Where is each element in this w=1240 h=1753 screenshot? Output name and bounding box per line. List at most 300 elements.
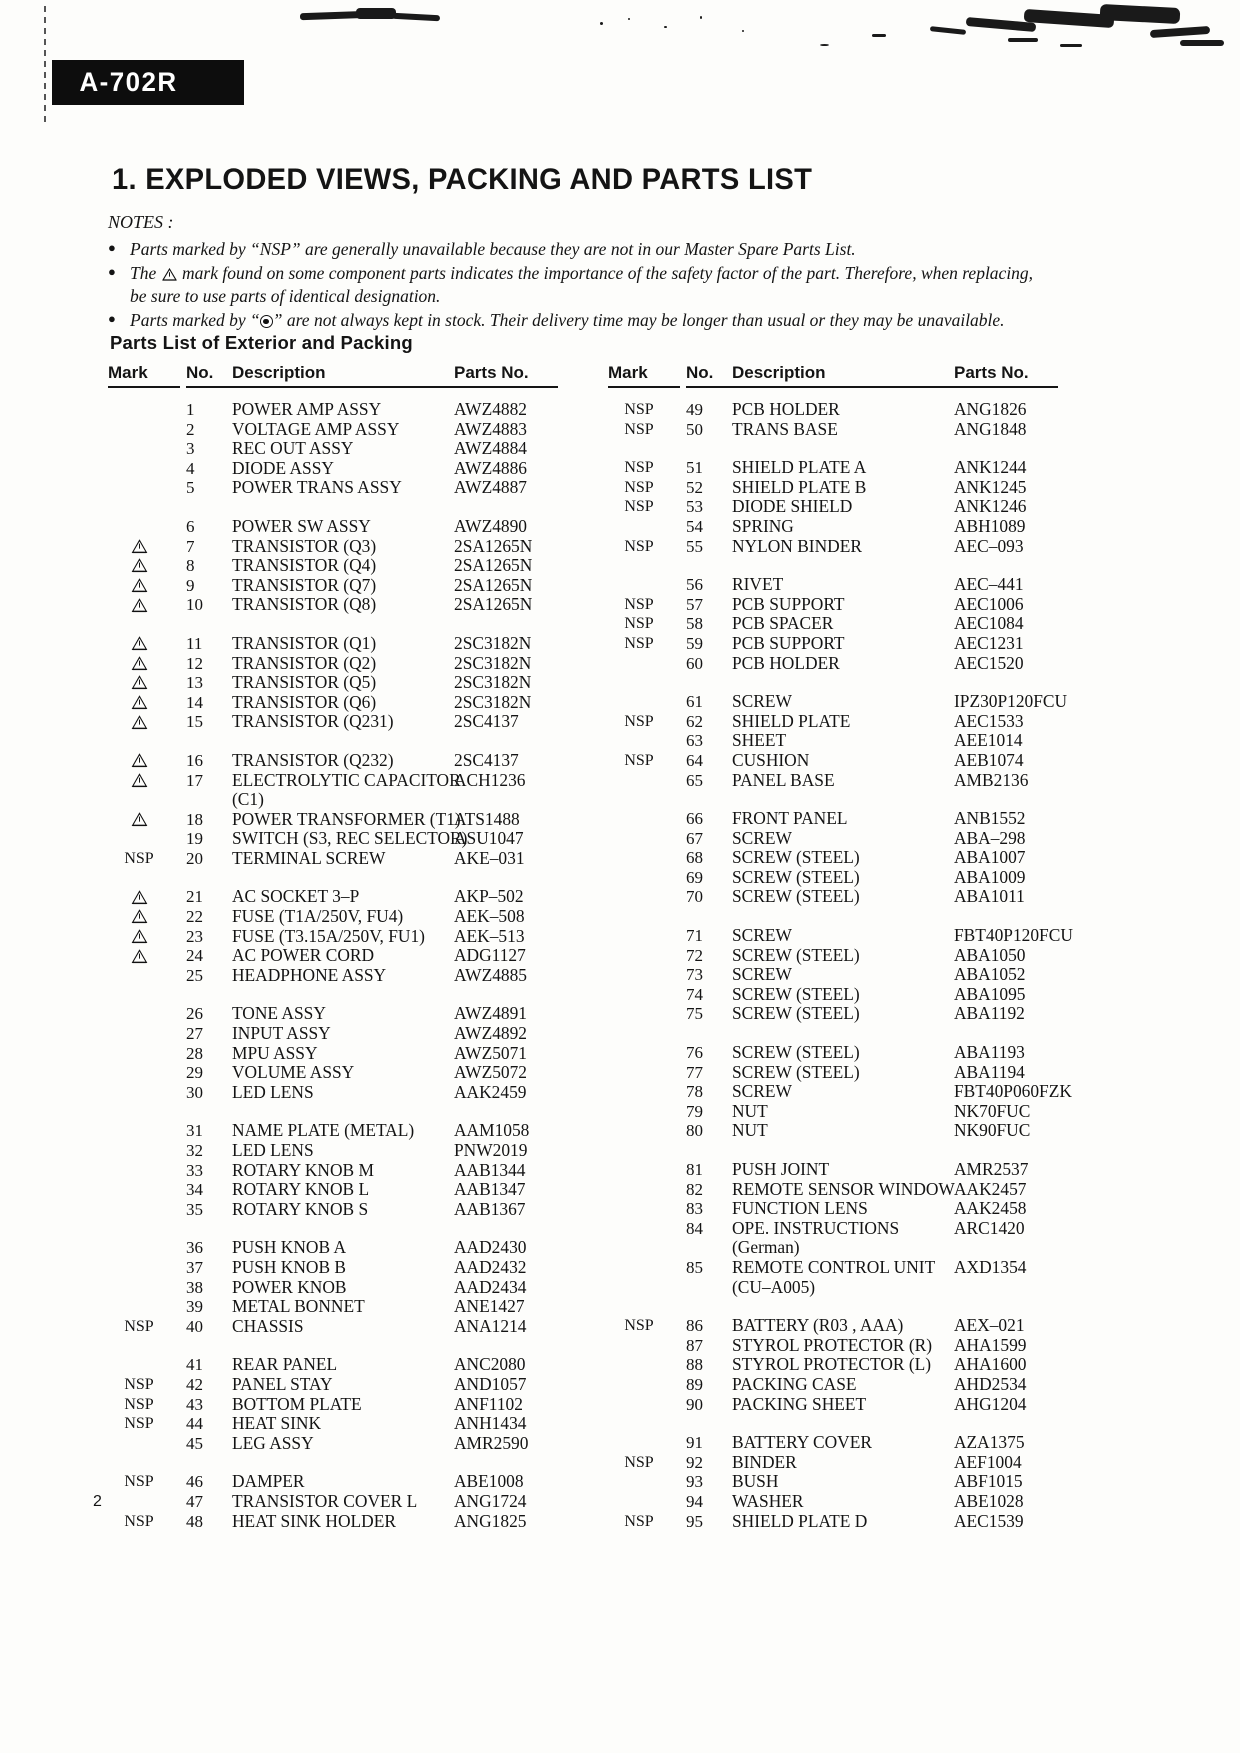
table-body	[608, 399, 1073, 1531]
cell-description: (CU–A005)	[732, 1276, 816, 1297]
table-row	[608, 1199, 1058, 1219]
warning-triangle-icon	[108, 712, 180, 732]
table-row	[108, 1375, 558, 1395]
table-row	[608, 1395, 1058, 1415]
cell-parts-no: ANE1427	[454, 1296, 525, 1317]
mark-empty	[608, 829, 680, 849]
cell-parts-no: AEK–508	[454, 906, 525, 927]
column-header-parts-no: Parts No.	[454, 363, 529, 382]
cell-parts-no: AXD1354	[954, 1256, 1027, 1277]
group-separator	[108, 615, 558, 634]
cell-parts-no: ANB1552	[954, 808, 1026, 829]
table-row	[108, 751, 558, 771]
cell-no: 42	[186, 1374, 203, 1394]
cell-no: 79	[686, 1101, 703, 1121]
note-item	[108, 309, 1048, 332]
mark-nsp-label: NSP	[624, 615, 654, 633]
cell-no: 88	[686, 1355, 703, 1375]
cell-parts-no: AEC1520	[954, 652, 1024, 673]
cell-parts-no: AWZ4883	[454, 418, 527, 439]
cell-parts-no: AAM1058	[454, 1120, 530, 1141]
cell-description: POWER TRANS ASSY	[232, 477, 402, 498]
cell-parts-no: ADG1127	[454, 945, 526, 966]
cell-parts-no: AWZ4884	[454, 438, 527, 459]
cell-description: TRANS BASE	[732, 418, 838, 439]
cell-no: 37	[186, 1257, 203, 1277]
cell-description: SCREW	[732, 1081, 792, 1102]
cell-description: REMOTE SENSOR WINDOW	[732, 1178, 955, 1199]
cell-description: OPE. INSTRUCTIONS	[732, 1217, 900, 1238]
cell-parts-no: ANA1214	[454, 1315, 527, 1336]
cell-description: TRANSISTOR (Q7)	[232, 574, 377, 595]
table-row	[608, 595, 1058, 615]
table-row	[108, 1141, 558, 1161]
mark-empty	[608, 1258, 680, 1278]
group-separator	[108, 985, 558, 1004]
cell-description: FUSE (T3.15A/250V, FU1)	[232, 925, 425, 946]
mark-empty	[608, 809, 680, 829]
cell-description: CHASSIS	[232, 1315, 304, 1336]
cell-description: SCREW (STEEL)	[732, 944, 860, 965]
cell-parts-no: AWZ4892	[454, 1023, 527, 1044]
warning-triangle-icon	[108, 907, 180, 927]
parts-table-left	[108, 363, 558, 1531]
mark-nsp-label: NSP	[124, 1473, 154, 1491]
mark-empty	[608, 848, 680, 868]
note-text: Parts marked by “NSP” are generally unavailable because they are not in our Master Spare Parts List.	[130, 239, 856, 259]
mark-empty	[108, 829, 180, 849]
cell-no: 50	[686, 419, 703, 439]
cell-no: 48	[186, 1511, 203, 1531]
cell-description: POWER SW ASSY	[232, 515, 371, 536]
mark-empty	[108, 1083, 180, 1103]
cell-description: REAR PANEL	[232, 1354, 338, 1375]
mark-empty	[108, 1180, 180, 1200]
bullet-icon: ●	[108, 240, 116, 255]
table-row	[108, 966, 558, 986]
cell-parts-no: AEF1004	[954, 1451, 1022, 1472]
cell-no: 16	[186, 750, 203, 770]
cell-description: LED LENS	[232, 1081, 314, 1102]
mark-empty	[608, 731, 680, 751]
cell-description: DIODE SHIELD	[732, 496, 853, 517]
mark-nsp-label: NSP	[624, 459, 654, 477]
cell-no: 31	[186, 1121, 203, 1141]
column-header-description: Description	[732, 363, 826, 382]
table-body	[108, 400, 558, 1531]
cell-no: 65	[686, 770, 703, 790]
table-row	[108, 1180, 558, 1200]
model-badge	[52, 60, 244, 105]
cell-description: NAME PLATE (METAL)	[232, 1120, 415, 1141]
cell-no: 22	[186, 907, 203, 927]
cell-description: SHIELD PLATE A	[732, 457, 867, 478]
table-row	[108, 1355, 558, 1375]
table-header-row	[608, 363, 1058, 386]
cell-parts-no: FBT40P120FCU	[954, 925, 1073, 946]
cell-description: VOLTAGE AMP ASSY	[232, 418, 400, 439]
table-row	[608, 1492, 1058, 1512]
mark-nsp-label: NSP	[624, 498, 654, 516]
cell-no: 35	[186, 1199, 203, 1219]
table-row	[608, 517, 1058, 537]
cell-parts-no: AAD2434	[454, 1276, 527, 1297]
cell-no: 49	[686, 400, 703, 419]
cell-parts-no: AHA1599	[954, 1334, 1027, 1355]
cell-description: TRANSISTOR (Q1)	[232, 632, 377, 653]
cell-parts-no: ABA1052	[954, 964, 1026, 985]
cell-description: SCREW (STEEL)	[732, 1003, 860, 1024]
cell-no: 55	[686, 536, 703, 556]
cell-parts-no: AWZ5071	[454, 1042, 527, 1063]
mark-nsp-label: NSP	[624, 1453, 654, 1471]
cell-no: 30	[186, 1082, 203, 1102]
table-row	[108, 576, 558, 596]
cell-parts-no: AWZ4886	[454, 457, 527, 478]
cell-no: 15	[186, 712, 203, 732]
cell-parts-no: AAD2432	[454, 1256, 527, 1277]
cell-no: 19	[186, 829, 203, 849]
cell-no: 72	[686, 945, 703, 965]
cell-description: PCB SPACER	[732, 613, 834, 634]
cell-no: 12	[186, 653, 203, 673]
cell-no: 89	[686, 1374, 703, 1394]
cell-description: TRANSISTOR (Q2)	[232, 652, 377, 673]
cell-parts-no: ATS1488	[454, 808, 520, 829]
cell-no: 46	[186, 1472, 203, 1492]
cell-description: CUSHION	[732, 749, 810, 770]
cell-parts-no: 2SC3182N	[454, 652, 532, 673]
table-row	[108, 712, 558, 732]
header-rule	[608, 386, 1058, 388]
cell-parts-no: AEX–021	[954, 1315, 1025, 1336]
cell-no: 34	[186, 1180, 203, 1200]
cell-no: 56	[686, 575, 703, 595]
cell-description: TRANSISTOR (Q4)	[232, 555, 377, 576]
cell-description: TRANSISTOR (Q232)	[232, 749, 394, 770]
scan-edge-line	[44, 6, 46, 126]
cell-description: SHIELD PLATE B	[732, 476, 867, 497]
cell-description: HEAT SINK HOLDER	[232, 1510, 396, 1531]
cell-no: 61	[686, 692, 703, 712]
cell-no: 5	[186, 478, 195, 498]
group-separator	[608, 1141, 1058, 1160]
cell-parts-no: AEK–513	[454, 925, 525, 946]
cell-parts-no: AMR2537	[954, 1159, 1029, 1179]
cell-description: ROTARY KNOB L	[232, 1179, 370, 1200]
cell-parts-no: ABA1192	[954, 1003, 1025, 1024]
table-row	[108, 439, 558, 459]
cell-no: 78	[686, 1082, 703, 1102]
mark-nsp-label: NSP	[624, 401, 654, 418]
cell-parts-no: AWZ4891	[454, 1003, 527, 1024]
cell-parts-no: NK90FUC	[954, 1120, 1031, 1141]
warning-triangle-icon	[108, 634, 180, 654]
table-row	[108, 1434, 558, 1454]
cell-description: MPU ASSY	[232, 1042, 318, 1063]
page-number: 2	[93, 1493, 102, 1510]
cell-no: 10	[186, 595, 203, 615]
cell-description: SCREW (STEEL)	[732, 847, 860, 868]
group-separator	[608, 556, 1058, 575]
cell-parts-no: AWZ4890	[454, 515, 527, 536]
table-row	[108, 1200, 558, 1220]
cell-description: PUSH KNOB A	[232, 1237, 347, 1258]
group-separator	[108, 498, 558, 517]
table-row	[608, 985, 1058, 1005]
group-separator	[608, 1414, 1058, 1433]
cell-description: (German)	[732, 1237, 800, 1258]
cell-parts-no: ABA1193	[954, 1042, 1025, 1063]
cell-parts-no: ANG1825	[454, 1510, 527, 1531]
cell-no: 51	[686, 458, 703, 478]
mark-empty	[108, 1278, 180, 1298]
cell-no: 64	[686, 750, 703, 770]
cell-parts-no: PNW2019	[454, 1140, 528, 1160]
cell-no: 67	[686, 828, 703, 848]
cell-description: BINDER	[732, 1451, 797, 1472]
cell-description: PANEL STAY	[232, 1373, 333, 1394]
cell-no: 62	[686, 711, 703, 731]
cell-parts-no: ABF1015	[954, 1471, 1023, 1492]
mark-empty	[108, 439, 180, 459]
warning-triangle-icon	[162, 268, 177, 281]
table-row	[608, 1453, 1058, 1473]
cell-no: 8	[186, 556, 195, 576]
table-row	[608, 946, 1058, 966]
cell-description: PCB HOLDER	[732, 652, 840, 673]
group-separator	[608, 673, 1058, 692]
cell-no: 73	[686, 965, 703, 985]
parts-table-right	[608, 363, 1073, 1531]
table-header-row	[108, 363, 558, 386]
cell-description: BUSH	[732, 1471, 779, 1492]
cell-no: 7	[186, 536, 195, 556]
cell-description: AC SOCKET 3–P	[232, 886, 360, 907]
cell-no: 95	[686, 1511, 703, 1531]
table-row	[608, 1180, 1058, 1200]
note-item	[108, 238, 1048, 261]
mark-empty	[608, 1063, 680, 1083]
cell-no: 94	[686, 1491, 703, 1511]
table-row	[608, 614, 1058, 634]
cell-parts-no: ABA1009	[954, 866, 1026, 887]
mark-empty	[608, 771, 680, 791]
mark-empty	[108, 400, 180, 420]
cell-no: 14	[186, 692, 203, 712]
cell-parts-no: AAD2430	[454, 1237, 527, 1258]
cell-description: SCREW (STEEL)	[732, 886, 860, 907]
mark-empty	[608, 1375, 680, 1395]
table-row	[608, 1081, 1072, 1102]
cell-parts-no: 2SC3182N	[454, 672, 532, 693]
table-row	[608, 537, 1058, 557]
cell-no: 28	[186, 1043, 203, 1063]
table-row	[108, 1492, 558, 1512]
table-row	[108, 400, 558, 420]
table-row	[608, 1355, 1058, 1375]
cell-parts-no: ABA1095	[954, 983, 1026, 1004]
cell-description: ROTARY KNOB M	[232, 1159, 374, 1180]
cell-parts-no: AKP–502	[454, 886, 524, 907]
warning-triangle-icon	[108, 576, 180, 596]
mark-nsp-label: NSP	[624, 420, 654, 438]
group-separator	[108, 1219, 558, 1238]
mark-empty	[108, 1141, 180, 1161]
column-header-no: No.	[686, 363, 714, 382]
cell-no: 52	[686, 477, 703, 497]
table-row	[108, 1004, 558, 1024]
warning-triangle-icon	[108, 810, 180, 830]
header-rule	[108, 386, 558, 388]
cell-description: BATTERY (R03 , AAA)	[732, 1315, 904, 1336]
table-row	[608, 1043, 1058, 1063]
cell-description: FUNCTION LENS	[732, 1198, 868, 1219]
mark-empty	[608, 1355, 680, 1375]
table-row	[108, 517, 558, 537]
mark-empty	[608, 1043, 680, 1063]
mark-empty	[108, 1004, 180, 1024]
group-separator	[108, 1102, 558, 1121]
table-row	[608, 1375, 1058, 1395]
mark-empty	[608, 1492, 680, 1512]
table-row	[608, 1433, 1058, 1453]
cell-description: DAMPER	[232, 1471, 305, 1492]
cell-description: WASHER	[732, 1490, 804, 1511]
warning-triangle-icon	[108, 595, 180, 615]
mark-empty	[108, 1434, 180, 1454]
cell-parts-no: ACH1236	[454, 769, 526, 790]
cell-no: 54	[686, 516, 703, 536]
warning-triangle-icon	[108, 556, 180, 576]
cell-no: 83	[686, 1199, 703, 1219]
cell-description: SCREW (STEEL)	[732, 983, 860, 1004]
mark-nsp-label: NSP	[624, 1512, 654, 1530]
cell-parts-no: ASU1047	[454, 828, 524, 849]
mark-nsp-label: NSP	[124, 849, 154, 867]
group-separator	[608, 439, 1058, 458]
table-row	[108, 1238, 558, 1258]
cell-no: 75	[686, 1004, 703, 1024]
cell-description: POWER TRANSFORMER (T1)	[232, 808, 461, 829]
table-row	[108, 420, 558, 440]
mark-empty	[608, 1472, 680, 1492]
cell-parts-no: ANH1434	[454, 1413, 527, 1434]
cell-no: 58	[686, 614, 703, 634]
table-row	[608, 575, 1058, 595]
column-header-no: No.	[186, 363, 214, 382]
cell-description: TRANSISTOR (Q6)	[232, 691, 377, 712]
cell-no: 9	[186, 575, 195, 595]
mark-empty	[608, 1004, 680, 1024]
group-separator	[108, 732, 558, 751]
cell-no: 11	[186, 633, 203, 653]
table-row	[608, 1219, 1058, 1239]
table-row	[608, 809, 1058, 829]
cell-no: 18	[186, 809, 203, 829]
notes-block	[108, 212, 1048, 333]
cell-description: SPRING	[732, 515, 794, 536]
group-separator	[608, 1024, 1058, 1043]
note-item	[108, 262, 1048, 308]
table-row	[108, 1121, 558, 1141]
mark-empty	[608, 985, 680, 1005]
cell-no: 4	[186, 458, 195, 478]
cell-description: SCREW (STEEL)	[732, 1042, 860, 1063]
cell-no: 63	[686, 731, 703, 751]
table-row	[608, 691, 1068, 712]
table-row	[108, 907, 558, 927]
table-row	[608, 1316, 1058, 1336]
mark-empty	[108, 1121, 180, 1141]
cell-parts-no: ABE1028	[954, 1490, 1024, 1511]
table-row	[108, 946, 558, 966]
cell-no: 6	[186, 516, 195, 536]
mark-empty	[608, 654, 680, 674]
cell-no: 44	[186, 1414, 203, 1434]
mark-empty	[608, 1219, 680, 1239]
cell-no: 70	[686, 887, 703, 907]
table-row	[608, 654, 1058, 674]
cell-description: ELECTROLYTIC CAPACITOR	[232, 769, 461, 790]
cell-no: 90	[686, 1394, 703, 1414]
section-heading: Parts List of Exterior and Packing	[110, 332, 413, 353]
table-row	[108, 537, 558, 557]
cell-parts-no: AHA1600	[954, 1354, 1027, 1375]
cell-description: STYROL PROTECTOR (L)	[732, 1354, 932, 1375]
cell-description: TERMINAL SCREW	[232, 847, 386, 868]
cell-parts-no: 2SA1265N	[454, 535, 533, 556]
cell-no: 20	[186, 848, 203, 868]
table-row	[108, 829, 558, 849]
cell-no: 26	[186, 1004, 203, 1024]
table-row	[108, 1044, 558, 1064]
cell-no: 93	[686, 1472, 703, 1492]
table-row	[608, 1336, 1058, 1356]
cell-no: 45	[186, 1433, 203, 1453]
cell-description: SCREW	[732, 925, 792, 946]
table-row	[608, 829, 1058, 849]
mark-nsp-label: NSP	[124, 1395, 154, 1413]
table-row	[108, 1512, 558, 1532]
cell-parts-no: ANK1244	[954, 457, 1027, 478]
mark-empty	[608, 1082, 680, 1102]
table-row	[108, 1297, 558, 1317]
cell-parts-no: AEC1539	[954, 1510, 1024, 1531]
table-row	[108, 927, 558, 947]
cell-parts-no: AMR2590	[454, 1432, 529, 1453]
table-row	[608, 420, 1058, 440]
table-row	[108, 556, 558, 576]
cell-parts-no: NK70FUC	[954, 1100, 1031, 1121]
cell-parts-no: ANC2080	[454, 1354, 526, 1375]
mark-empty	[108, 1063, 180, 1083]
cell-no: 66	[686, 809, 703, 829]
group-separator	[608, 790, 1058, 809]
cell-description: HEADPHONE ASSY	[232, 964, 387, 985]
cell-parts-no: ANF1102	[454, 1393, 523, 1414]
cell-description: METAL BONNET	[232, 1296, 365, 1317]
table-row	[608, 965, 1058, 985]
cell-parts-no: AWZ4887	[454, 477, 527, 498]
cell-no: 17	[186, 770, 203, 790]
table-row	[608, 1238, 1058, 1258]
mark-empty	[608, 517, 680, 537]
mark-empty	[108, 790, 180, 810]
table-row	[608, 400, 1058, 420]
cell-description: NUT	[732, 1120, 768, 1141]
page-title: 1. EXPLODED VIEWS, PACKING AND PARTS LIST	[112, 163, 813, 196]
